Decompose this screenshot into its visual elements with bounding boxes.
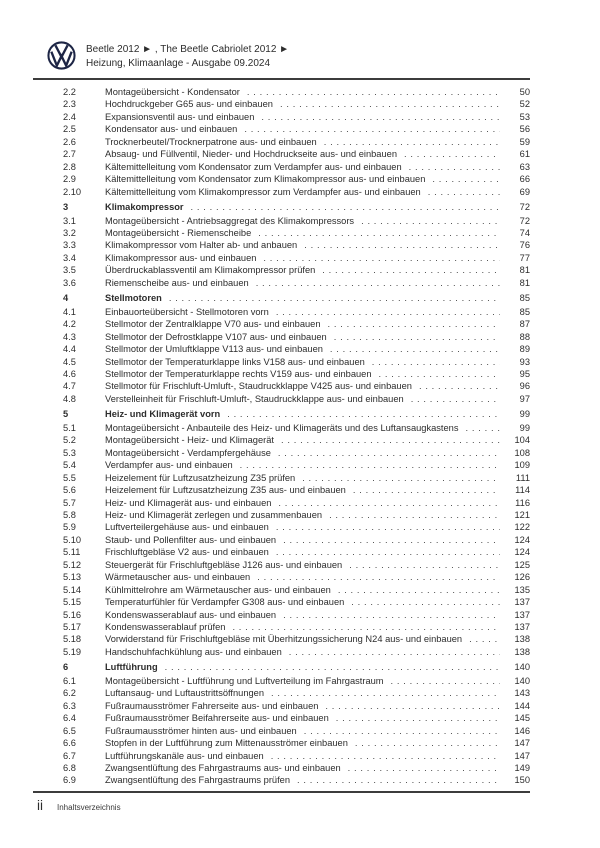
toc-entry-title: Fußraumausströmer Fahrerseite aus- und einbauen	[105, 700, 319, 711]
toc-entry-title: Heizelement für Luftzusatzheizung Z35 aus- und einbauen	[105, 485, 346, 496]
toc-entry-title: Montageübersicht - Kondensator	[105, 87, 240, 97]
toc-entry-page: 121	[514, 509, 530, 520]
toc-entry-title: Heiz- und Klimagerät aus- und einbauen	[105, 497, 272, 508]
toc-entry-number: 5.18	[63, 634, 82, 645]
dot-leader	[469, 633, 500, 645]
dot-leader	[276, 521, 500, 533]
toc-entry-title: Zwangsentlüftung des Fahrgastraums prüfen	[105, 775, 291, 786]
toc-row[interactable]	[33, 380, 530, 392]
dot-leader	[334, 331, 500, 343]
toc-entry-page: 137	[514, 609, 530, 620]
toc-entry-number: 5.7	[63, 497, 76, 508]
toc-entry-page: 95	[519, 368, 530, 379]
toc-entry-page: 85	[519, 293, 530, 304]
dot-leader	[419, 380, 500, 392]
toc-entry-page: 99	[519, 409, 530, 420]
dot-leader	[336, 712, 500, 724]
toc-entry-page: 97	[519, 393, 530, 404]
dot-leader	[278, 447, 500, 459]
toc-entry-title: Wärmetauscher aus- und einbauen	[105, 572, 251, 583]
toc-entry-page: 138	[514, 634, 530, 645]
toc-entry-title: Kältemittelleitung vom Klimakompressor zum Verdampfer aus- und einbauen	[105, 186, 421, 197]
toc-entry-title: Überdruckablassventil am Klimakompressor prüfen	[105, 265, 316, 276]
dot-leader	[271, 750, 500, 762]
toc-entry-page: 56	[519, 124, 530, 135]
dot-leader	[353, 484, 500, 496]
header-divider	[33, 78, 530, 80]
toc-row[interactable]	[33, 484, 530, 496]
toc-entry-page: 125	[514, 559, 530, 570]
dot-leader	[258, 227, 500, 239]
toc-entry-title: Montageübersicht - Heiz- und Klimagerät	[105, 435, 274, 446]
toc-entry-number: 5.6	[63, 485, 76, 496]
footer-page-number: ii	[37, 798, 43, 813]
toc-entry-title: Stellmotor der Umluftklappe V113 aus- und einbauen	[105, 344, 323, 355]
toc-entry-page: 99	[519, 422, 530, 433]
toc-entry-title: Fußraumausströmer Beifahrerseite aus- und einbauen	[105, 713, 329, 724]
toc-row[interactable]	[33, 774, 530, 786]
toc-entry-number: 3.5	[63, 265, 76, 276]
toc-entry-number: 2.5	[63, 124, 76, 135]
toc-entry-number: 5	[63, 409, 69, 420]
toc-entry-page: 85	[519, 306, 530, 317]
toc-entry-title: Fußraumausströmer hinten aus- und einbauen	[105, 725, 297, 736]
toc-entry-page: 89	[519, 344, 530, 355]
toc-entry-number: 6.1	[63, 675, 76, 686]
toc-entry-number: 5.2	[63, 435, 76, 446]
dot-leader	[324, 136, 500, 148]
toc-row[interactable]	[33, 737, 530, 749]
toc-entry-title: Montageübersicht - Riemenscheibe	[105, 227, 252, 238]
toc-entry-title: Stellmotor der Defrostklappe V107 aus- und einbauen	[105, 331, 327, 342]
dot-leader	[247, 86, 500, 98]
toc-entry-number: 6	[63, 662, 69, 673]
toc-entry-title: Stellmotor der Temperaturklappe rechts V159 aus- und einbauen	[105, 368, 372, 379]
toc-entry-number: 5.8	[63, 509, 76, 520]
header-document-title: Heizung, Klimaanlage - Ausgabe 09.2024	[86, 57, 271, 69]
dot-leader	[280, 98, 500, 110]
toc-entry-page: 66	[519, 174, 530, 185]
toc-entry-number: 4.6	[63, 368, 76, 379]
toc-row[interactable]	[33, 98, 530, 110]
toc-entry-title: Einbauorteübersicht - Stellmotoren vorn	[105, 306, 269, 317]
toc-entry-number: 6.8	[63, 763, 76, 774]
toc-row[interactable]	[33, 646, 530, 658]
toc-row[interactable]	[33, 459, 530, 471]
toc-entry-page: 137	[514, 622, 530, 633]
toc-row[interactable]	[33, 700, 530, 712]
toc-row[interactable]	[33, 136, 530, 148]
toc-row[interactable]	[33, 111, 530, 123]
toc-row[interactable]	[33, 559, 530, 571]
toc-row[interactable]	[33, 408, 530, 420]
dot-leader	[404, 148, 500, 160]
toc-entry-number: 2.3	[63, 99, 76, 110]
toc-entry-page: 135	[514, 584, 530, 595]
toc-row[interactable]	[33, 472, 530, 484]
toc-entry-page: 61	[519, 149, 530, 160]
toc-entry-title: Luftführung	[105, 662, 158, 673]
toc-row[interactable]	[33, 343, 530, 355]
toc-entry-number: 4.5	[63, 356, 76, 367]
toc-entry-title: Stellmotor der Zentralklappe V70 aus- und einbauen	[105, 319, 321, 330]
dot-leader	[169, 292, 500, 304]
toc-entry-number: 6.7	[63, 750, 76, 761]
toc-row[interactable]	[33, 661, 530, 673]
dot-leader	[338, 584, 500, 596]
page-footer	[33, 791, 530, 813]
toc-entry-number: 2.8	[63, 161, 76, 172]
toc-entry-page: 143	[514, 688, 530, 699]
toc-row[interactable]	[33, 584, 530, 596]
toc-entry-number: 4.7	[63, 381, 76, 392]
toc-entry-number: 2.10	[63, 186, 82, 197]
toc-entry-number: 5.12	[63, 559, 82, 570]
dot-leader	[289, 646, 500, 658]
toc-row[interactable]	[33, 393, 530, 405]
toc-entry-title: Montageübersicht - Luftführung und Luftverteilung im Fahrgastraum	[105, 675, 384, 686]
page-header	[33, 41, 530, 80]
toc-entry-number: 5.13	[63, 572, 82, 583]
toc-entry-number: 6.9	[63, 775, 76, 786]
toc-row[interactable]	[33, 368, 530, 380]
toc-row[interactable]	[33, 215, 530, 227]
toc-entry-number: 2.4	[63, 111, 76, 122]
toc-row[interactable]	[33, 186, 530, 198]
toc-entry-page: 52	[519, 99, 530, 110]
toc-row[interactable]	[33, 509, 530, 521]
dot-leader	[304, 239, 500, 251]
dot-leader	[355, 737, 500, 749]
toc-entry-title: Frischluftgebläse V2 aus- und einbauen	[105, 547, 269, 558]
toc-entry-page: 122	[514, 522, 530, 533]
toc-entry-number: 2.2	[63, 87, 76, 97]
toc-row[interactable]	[33, 201, 530, 213]
dot-leader	[409, 161, 500, 173]
toc-row[interactable]	[33, 123, 530, 135]
toc-entry-title: Temperaturfühler für Verdampfer G308 aus- und einbauen	[105, 597, 345, 608]
toc-entry-number: 5.5	[63, 472, 76, 483]
dot-leader	[283, 534, 500, 546]
dot-leader	[227, 408, 500, 420]
toc-entry-page: 88	[519, 331, 530, 342]
toc-entry-page: 50	[519, 87, 530, 97]
toc-row[interactable]	[33, 750, 530, 762]
toc-row[interactable]	[33, 161, 530, 173]
toc-entry-number: 3.3	[63, 240, 76, 251]
toc-entry-title: Stellmotoren	[105, 293, 162, 304]
footer-divider	[33, 791, 530, 793]
toc-entry-title: Kältemittelleitung vom Kondensator zum Verdampfer aus- und einbauen	[105, 161, 402, 172]
toc-row[interactable]	[33, 239, 530, 251]
toc-row[interactable]	[33, 762, 530, 774]
toc-entry-page: 69	[519, 186, 530, 197]
toc-entry-title: Klimakompressor vom Halter ab- und anbauen	[105, 240, 298, 251]
dot-leader	[276, 306, 500, 318]
toc-entry-page: 137	[514, 597, 530, 608]
toc-entry-page: 111	[515, 472, 530, 483]
toc-entry-title: Kühlmittelrohre am Wärmetauscher aus- und einbauen	[105, 584, 331, 595]
dot-leader	[329, 509, 500, 521]
toc-row[interactable]	[33, 712, 530, 724]
toc-entry-number: 4.8	[63, 393, 76, 404]
toc-entry-title: Montageübersicht - Anbauteile des Heiz- und Klimageräts und des Luftansaugkastens	[105, 422, 459, 433]
toc-entry-page: 114	[515, 485, 530, 496]
toc-entry-number: 6.4	[63, 713, 76, 724]
dot-leader	[261, 111, 500, 123]
toc-entry-title: Luftführungskanäle aus- und einbauen	[105, 750, 264, 761]
toc-entry-number: 3.1	[63, 215, 76, 226]
toc-row[interactable]	[33, 356, 530, 368]
toc-entry-number: 5.17	[63, 622, 82, 633]
toc-row[interactable]	[33, 148, 530, 160]
toc-entry-page: 116	[515, 497, 530, 508]
dot-leader	[278, 497, 500, 509]
toc-entry-title: Klimakompressor	[105, 202, 184, 213]
toc-row[interactable]	[33, 86, 530, 98]
dot-leader	[379, 368, 501, 380]
toc-entry-page: 109	[514, 460, 530, 471]
toc-entry-page: 53	[519, 111, 530, 122]
toc-entry-number: 4.3	[63, 331, 76, 342]
toc-entry-title: Handschuhfachkühlung aus- und einbauen	[105, 646, 282, 657]
toc-row[interactable]	[33, 534, 530, 546]
toc-row[interactable]	[33, 434, 530, 446]
dot-leader	[297, 774, 500, 786]
footer-section-label: Inhaltsverzeichnis	[57, 803, 121, 812]
toc-entry-title: Verstelleinheit für Frischluft-Umluft-, Staudruckklappe aus- und einbauen	[105, 393, 404, 404]
dot-leader	[271, 687, 500, 699]
dot-leader	[348, 762, 500, 774]
toc-row[interactable]	[33, 546, 530, 558]
toc-entry-page: 74	[519, 227, 530, 238]
toc-entry-title: Vorwiderstand für Frischluftgebläse mit Überhitzungssicherung N24 aus- und einbauen	[105, 634, 463, 645]
toc-entry-number: 5.1	[63, 422, 76, 433]
toc-entry-number: 6.2	[63, 688, 76, 699]
toc-entry-title: Luftverteilergehäuse aus- und einbauen	[105, 522, 269, 533]
toc-entry-number: 5.14	[63, 584, 82, 595]
toc-row[interactable]	[33, 277, 530, 289]
header-model-line: Beetle 2012 ► , The Beetle Cabriolet 2012 ►	[86, 44, 290, 55]
toc-entry-page: 138	[514, 646, 530, 657]
toc-entry-number: 3.6	[63, 277, 76, 288]
toc-entry-number: 2.9	[63, 174, 76, 185]
toc-entry-number: 5.10	[63, 534, 82, 545]
toc-row[interactable]	[33, 675, 530, 687]
toc-entry-number: 6.3	[63, 700, 76, 711]
toc-entry-page: 77	[519, 252, 530, 263]
dot-leader	[256, 277, 500, 289]
dot-leader	[302, 472, 500, 484]
toc-entry-title: Montageübersicht - Antriebsaggregat des Klimakompressors	[105, 215, 355, 226]
toc-entry-page: 93	[519, 356, 530, 367]
toc-entry-title: Luftansaug- und Luftaustrittsöffnungen	[105, 688, 265, 699]
toc-entry-title: Stellmotor der Temperaturklappe links V158 aus- und einbauen	[105, 356, 365, 367]
toc-row[interactable]	[33, 264, 530, 276]
toc-entry-number: 5.19	[63, 646, 82, 657]
toc-row[interactable]	[33, 292, 530, 304]
toc-entry-number: 5.9	[63, 522, 76, 533]
toc-entry-page: 63	[519, 161, 530, 172]
toc-entry-number: 5.16	[63, 609, 82, 620]
dot-leader	[351, 596, 500, 608]
toc-entry-page: 124	[514, 547, 530, 558]
dot-leader	[283, 609, 500, 621]
toc-entry-number: 3.4	[63, 252, 76, 263]
toc-row[interactable]	[33, 633, 530, 645]
toc-row[interactable]	[33, 173, 530, 185]
toc-entry-title: Hochdruckgeber G65 aus- und einbauen	[105, 99, 273, 110]
dot-leader	[232, 621, 500, 633]
toc-entry-number: 6.5	[63, 725, 76, 736]
dot-leader	[466, 422, 501, 434]
toc-row[interactable]	[33, 306, 530, 318]
toc-entry-page: 150	[514, 775, 530, 786]
toc-entry-number: 4	[63, 293, 69, 304]
dot-leader	[276, 546, 500, 558]
toc-entry-number: 5.15	[63, 597, 82, 608]
toc-entry-title: Steuergerät für Frischluftgebläse J126 aus- und einbauen	[105, 559, 343, 570]
toc-entry-number: 4.2	[63, 319, 76, 330]
toc-entry-number: 4.4	[63, 344, 76, 355]
toc-entry-page: 144	[514, 700, 530, 711]
toc-entry-title: Zwangsentlüftung des Fahrgastraums aus- und einbauen	[105, 763, 341, 774]
toc-row[interactable]	[33, 571, 530, 583]
toc-entry-title: Verdampfer aus- und einbauen	[105, 460, 233, 471]
dot-leader	[328, 318, 500, 330]
dot-leader	[432, 173, 500, 185]
toc-entry-number: 6.6	[63, 738, 76, 749]
toc-entry-number: 2.6	[63, 136, 76, 147]
toc-entry-page: 81	[519, 277, 530, 288]
dot-leader	[361, 215, 500, 227]
toc-row[interactable]	[33, 422, 530, 434]
toc-entry-page: 149	[514, 763, 530, 774]
toc-entry-page: 145	[514, 713, 530, 724]
toc-entry-title: Kondenswasserablauf aus- und einbauen	[105, 609, 277, 620]
toc-entry-number: 4.1	[63, 306, 76, 317]
toc-entry-page: 81	[519, 265, 530, 276]
toc-row[interactable]	[33, 609, 530, 621]
toc-entry-title: Stellmotor für Frischluft-Umluft-, Staudruckklappe V425 aus- und einbauen	[105, 381, 412, 392]
toc-entry-number: 5.4	[63, 460, 76, 471]
toc-row[interactable]	[33, 725, 530, 737]
toc-entry-page: 76	[519, 240, 530, 251]
header-text-block	[86, 41, 289, 70]
toc-entry-page: 124	[514, 534, 530, 545]
toc-row[interactable]	[33, 497, 530, 509]
toc-entry-page: 140	[514, 675, 530, 686]
dot-leader	[240, 459, 500, 471]
dot-leader	[281, 434, 500, 446]
toc-entry-page: 108	[514, 447, 530, 458]
toc-entry-page: 140	[514, 662, 530, 673]
vw-logo-icon	[47, 41, 76, 75]
toc-entry-number: 5.3	[63, 447, 76, 458]
toc-entry-title: Heiz- und Klimagerät zerlegen und zusammenbauen	[105, 509, 323, 520]
toc-entry-title: Heiz- und Klimagerät vorn	[105, 409, 221, 420]
toc-entry-page: 147	[514, 738, 530, 749]
toc-entry-page: 72	[519, 202, 530, 213]
dot-leader	[372, 356, 500, 368]
toc-entry-page: 72	[519, 215, 530, 226]
toc-row[interactable]	[33, 252, 530, 264]
dot-leader	[330, 343, 500, 355]
dot-leader	[391, 675, 500, 687]
toc-row[interactable]	[33, 318, 530, 330]
toc-row[interactable]	[33, 447, 530, 459]
dot-leader	[325, 700, 500, 712]
toc-entry-title: Trocknerbeutel/Trocknerpatrone aus- und einbauen	[105, 136, 317, 147]
dot-leader	[428, 186, 500, 198]
toc-entry-number: 5.11	[63, 547, 81, 558]
dot-leader	[257, 571, 500, 583]
toc-row[interactable]	[33, 621, 530, 633]
toc-entry-page: 146	[514, 725, 530, 736]
toc-row[interactable]	[33, 227, 530, 239]
toc-entry-number: 3.2	[63, 227, 76, 238]
toc-entry-title: Kältemittelleitung vom Kondensator zum Klimakompressor aus- und einbauen	[105, 174, 426, 185]
toc-entry-title: Kondenswasserablauf prüfen	[105, 622, 226, 633]
toc-entry-title: Montageübersicht - Verdampfergehäuse	[105, 447, 271, 458]
toc-entry-page: 104	[514, 435, 530, 446]
dot-leader	[263, 252, 500, 264]
dot-leader	[411, 393, 500, 405]
dot-leader	[349, 559, 500, 571]
toc-entry-page: 96	[519, 381, 530, 392]
toc-entry-page: 147	[514, 750, 530, 761]
toc-entry-title: Riemenscheibe aus- und einbauen	[105, 277, 249, 288]
toc-entry-title: Stopfen in der Luftführung zum Mittenausströmer einbauen	[105, 738, 348, 749]
dot-leader	[244, 123, 500, 135]
toc-entry-title: Expansionsventil aus- und einbauen	[105, 111, 255, 122]
toc-entry-title: Kondensator aus- und einbauen	[105, 124, 238, 135]
dot-leader	[165, 661, 500, 673]
toc-entry-title: Heizelement für Luftzusatzheizung Z35 prüfen	[105, 472, 296, 483]
dot-leader	[304, 725, 500, 737]
dot-leader	[191, 201, 500, 213]
toc-entry-page: 87	[519, 319, 530, 330]
toc-row[interactable]	[33, 521, 530, 533]
dot-leader	[322, 264, 500, 276]
toc-row[interactable]	[33, 687, 530, 699]
table-of-contents	[33, 86, 530, 787]
toc-entry-number: 2.7	[63, 149, 76, 160]
toc-entry-title: Absaug- und Füllventil, Nieder- und Hochdruckseite aus- und einbauen	[105, 149, 397, 160]
toc-entry-page: 59	[519, 136, 530, 147]
toc-row[interactable]	[33, 331, 530, 343]
toc-entry-title: Staub- und Pollenfilter aus- und einbauen	[105, 534, 277, 545]
toc-entry-title: Klimakompressor aus- und einbauen	[105, 252, 257, 263]
toc-entry-page: 126	[514, 572, 530, 583]
toc-row[interactable]	[33, 596, 530, 608]
toc-entry-number: 3	[63, 202, 69, 213]
